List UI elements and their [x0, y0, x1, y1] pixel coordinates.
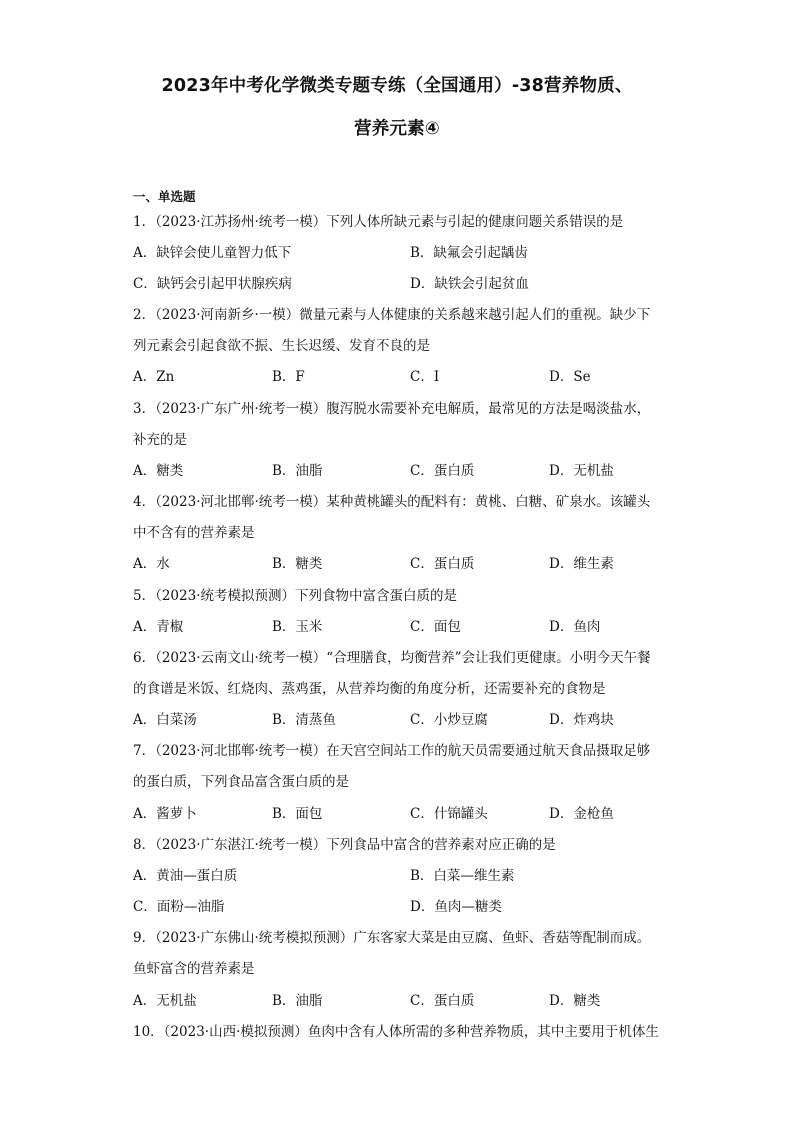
question-6-stem-line-2: 的食谱是米饭、红烧肉、蒸鸡蛋，从营养均衡的角度分析，还需要补充的食物是 — [133, 681, 606, 697]
question-2-option-b: B．F — [272, 369, 305, 385]
question-7-option-d: D．金枪鱼 — [549, 806, 614, 822]
question-8-option-b: B．白菜—维生素 — [410, 868, 515, 884]
question-7-stem-line-1: 7．（2023·河北邯郸·统考一模）在天宫空间站工作的航天员需要通过航天食品摄取足够 — [133, 743, 651, 759]
question-9-option-d: D．糖类 — [549, 993, 601, 1009]
question-1-option-a: A．缺锌会使儿童智力低下 — [133, 245, 292, 261]
question-3-stem-line-1: 3．（2023·广东广州·统考一模）腹泻脱水需要补充电解质，最常见的方法是喝淡盐水， — [133, 401, 651, 417]
question-2-option-a: A．Zn — [133, 369, 175, 385]
question-7-option-c: C．什锦罐头 — [410, 806, 488, 822]
question-2-stem-line-1: 2．（2023·河南新乡·一模）微量元素与人体健康的关系越来越引起人们的重视。缺少下 — [133, 307, 651, 323]
question-2-stem-line-2: 列元素会引起食欲不振、生长迟缓、发育不良的是 — [133, 338, 430, 354]
section-heading: 一、单选题 — [133, 189, 196, 204]
question-4-option-d: D．维生素 — [549, 556, 614, 572]
question-6-stem-line-1: 6．（2023·云南文山·统考一模）“合理膳食，均衡营养”会让我们更健康。小明今天午餐 — [133, 650, 651, 666]
question-4-stem-line-2: 中不含有的营养素是 — [133, 525, 255, 541]
question-8-option-d: D．鱼肉—糖类 — [410, 899, 502, 915]
document-title-line-2: 营养元素④ — [354, 119, 440, 139]
question-3-option-c: C．蛋白质 — [410, 463, 475, 479]
question-7-option-a: A．酱萝卜 — [133, 806, 197, 822]
question-1-option-b: B．缺氟会引起龋齿 — [410, 245, 528, 261]
question-8-stem: 8．（2023·广东湛江·统考一模）下列食品中富含的营养素对应正确的是 — [133, 837, 556, 853]
question-9-stem-line-1: 9．（2023·广东佛山·统考模拟预测）广东客家大菜是由豆腐、鱼虾、香菇等配制而成。 — [133, 930, 651, 946]
question-9-option-a: A．无机盐 — [133, 993, 197, 1009]
question-6-option-d: D．炸鸡块 — [549, 712, 614, 728]
question-1-stem: 1．（2023·江苏扬州·统考一模）下列人体所缺元素与引起的健康问题关系错误的是 — [133, 214, 624, 230]
question-5-option-b: B．玉米 — [272, 619, 323, 635]
question-5-stem: 5．（2023·统考模拟预测）下列食物中富含蛋白质的是 — [133, 588, 457, 604]
question-10-stem-line-1: 10．（2023·山西·模拟预测）鱼肉中含有人体所需的多种营养物质，其中主要用于机体生 — [133, 1024, 659, 1040]
question-3-option-b: B．油脂 — [272, 463, 323, 479]
question-9-option-c: C．蛋白质 — [410, 993, 475, 1009]
question-5-option-d: D．鱼肉 — [549, 619, 601, 635]
question-8-option-a: A．黄油—蛋白质 — [133, 868, 238, 884]
question-6-option-b: B．清蒸鱼 — [272, 712, 336, 728]
question-9-stem-line-2: 鱼虾富含的营养素是 — [133, 961, 255, 977]
question-6-option-a: A．白菜汤 — [133, 712, 197, 728]
question-4-option-c: C．蛋白质 — [410, 556, 475, 572]
question-4-option-a: A．水 — [133, 556, 170, 572]
document-title-line-1: 2023年中考化学微类专题专练（全国通用）-38营养物质、 — [161, 76, 633, 96]
question-5-option-a: A．青椒 — [133, 619, 184, 635]
question-7-option-b: B．面包 — [272, 806, 323, 822]
question-4-stem-line-1: 4．（2023·河北邯郸·统考一模）某种黄桃罐头的配料有：黄桃、白糖、矿泉水。该罐头 — [133, 494, 651, 510]
question-5-option-c: C．面包 — [410, 619, 461, 635]
question-7-stem-line-2: 的蛋白质，下列食品富含蛋白质的是 — [133, 774, 349, 790]
question-2-option-c: C．I — [410, 369, 440, 385]
question-4-option-b: B．糖类 — [272, 556, 323, 572]
question-1-option-d: D．缺铁会引起贫血 — [410, 276, 529, 292]
question-3-stem-line-2: 补充的是 — [133, 432, 187, 448]
question-9-option-b: B．油脂 — [272, 993, 323, 1009]
question-6-option-c: C．小炒豆腐 — [410, 712, 488, 728]
question-3-option-a: A．糖类 — [133, 463, 184, 479]
question-8-option-c: C．面粉—油脂 — [133, 899, 225, 915]
question-2-option-d: D．Se — [549, 369, 591, 385]
question-1-option-c: C．缺钙会引起甲状腺疾病 — [133, 276, 292, 292]
question-3-option-d: D．无机盐 — [549, 463, 614, 479]
